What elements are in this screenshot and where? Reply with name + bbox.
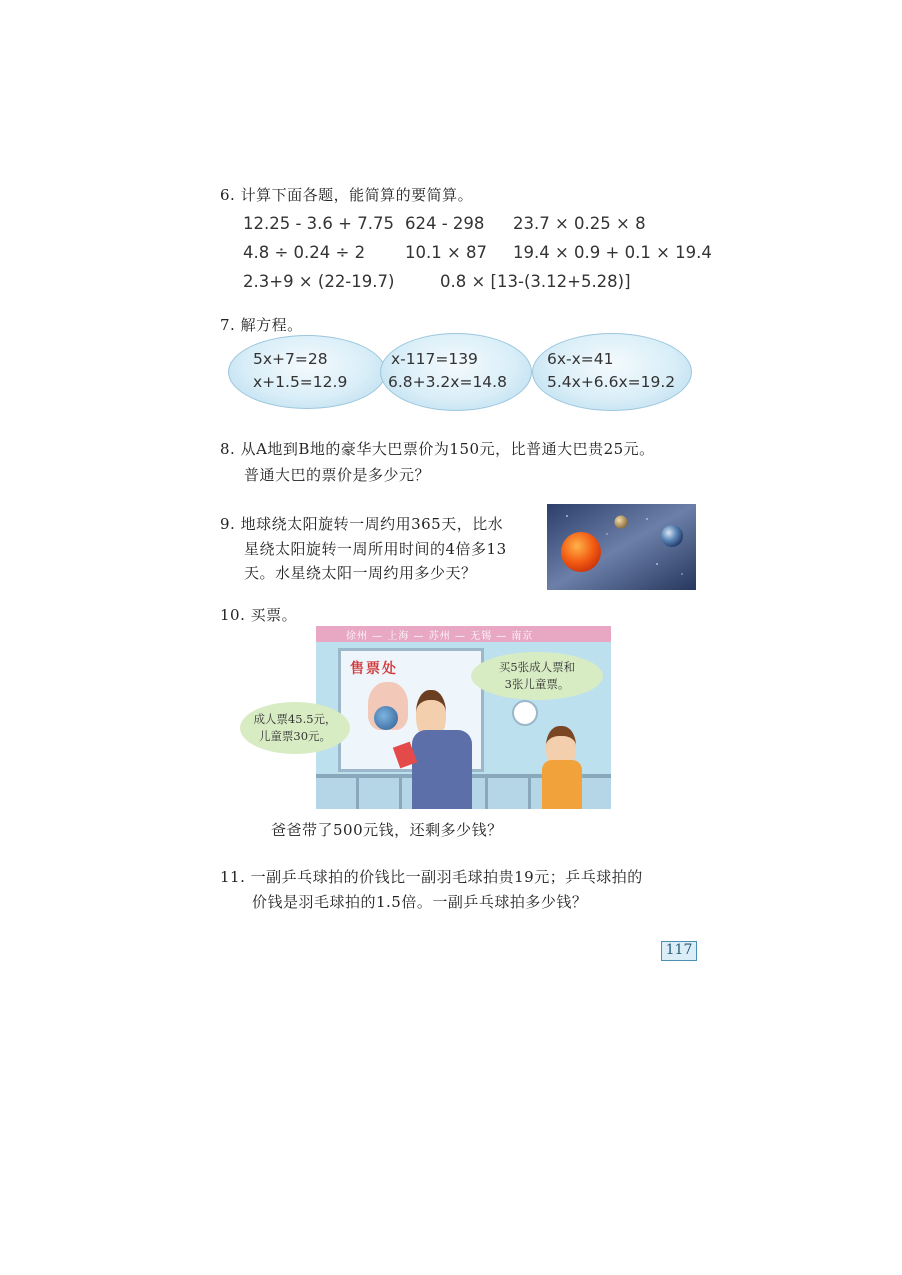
equation-1b: x+1.5=12.9 [253,373,348,391]
booth-sign: 售票处 [350,661,398,677]
q6-expr-1-2: 624 - 298 [405,214,485,233]
q10-question: 爸爸带了500元钱，还剩多少钱？ [271,821,503,839]
equation-bubble-3 [532,333,692,411]
globe-icon [374,706,398,730]
q6-expr-3-2: 0.8 × [13-(3.12+5.28)] [440,272,631,291]
route-banner-text: 徐州 — 上海 — 苏州 — 无锡 — 南京 [346,631,534,642]
father-body [412,730,472,809]
boy-body [542,760,582,809]
q6-expr-1-3: 23.7 × 0.25 × 8 [513,214,646,233]
q11-line1: 11. 一副乒乓球拍的价钱比一副羽毛球拍贵19元；乒乓球拍的 [220,868,643,886]
q6-expr-1-1: 12.25 - 3.6 + 7.75 [243,214,394,233]
clerk-speech-bubble-outer [240,702,350,754]
window-hole [512,700,538,726]
solar-system-image [547,504,696,590]
equation-1a: 5x+7=28 [253,350,328,368]
q10-title: 10. 买票。 [220,606,298,624]
q6-expr-2-1: 4.8 ÷ 0.24 ÷ 2 [243,243,366,262]
father-speech-line1: 买5张成人票和 [498,660,576,674]
mercury-icon [615,516,628,529]
equation-3a: 6x-x=41 [547,350,614,368]
q6-expr-3-1: 2.3+9 × (22-19.7) [243,272,395,291]
equation-bubble-2 [380,333,532,411]
q6-expr-2-2: 10.1 × 87 [405,243,488,262]
q8-line1: 8. 从A地到B地的豪华大巴票价为150元，比普通大巴贵25元。 [220,440,655,458]
earth-icon [661,525,683,547]
q11-line2: 价钱是羽毛球拍的1.5倍。一副乒乓球拍多少钱？ [252,893,588,911]
q6-title: 6. 计算下面各题，能简算的要简算。 [220,186,474,204]
equation-3b: 5.4x+6.6x=19.2 [547,373,676,391]
father-speech-bubble [471,652,603,700]
clerk-speech-outer-line2: 儿童票30元。 [258,729,332,743]
clerk-speech-outer-line1: 成人票45.5元， [253,712,337,726]
page-number: 117 [661,941,697,961]
equation-2b: 6.8+3.2x=14.8 [388,373,507,391]
father-speech-line2: 3张儿童票。 [504,677,570,691]
q7-title: 7. 解方程。 [220,316,303,334]
sun-icon [561,532,601,572]
q6-expr-2-3: 19.4 × 0.9 + 0.1 × 19.4 [513,243,712,262]
q9-line3: 天。水星绕太阳一周约用多少天？ [244,564,477,582]
q8-line2: 普通大巴的票价是多少元？ [244,466,431,484]
equation-2a: x-117=139 [391,350,478,368]
ticket-office-illustration [316,626,611,809]
equation-bubble-1 [228,335,386,409]
q9-line1: 9. 地球绕太阳旋转一周约用365天，比水 [220,515,504,533]
q9-line2: 星绕太阳旋转一周所用时间的4倍多13 [244,540,507,558]
